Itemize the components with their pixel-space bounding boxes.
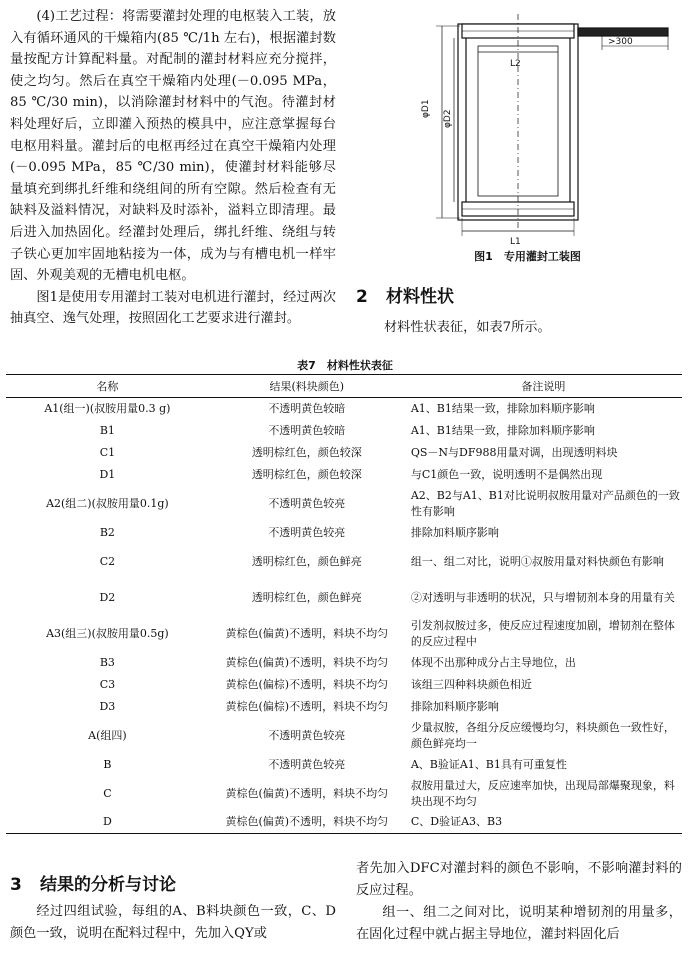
cell-note: 排除加料顺序影响 bbox=[410, 525, 499, 539]
paragraph: 图1是使用专用灌封工装对电机进行灌封，经过两次抽真空、逸气处理，按照固化工艺要求进行灌封。 bbox=[10, 289, 336, 327]
cell-name: D2 bbox=[99, 590, 116, 604]
cell-result: 不透明黄色较亮 bbox=[268, 496, 346, 510]
section-title: 结果的分析与讨论 bbox=[40, 875, 176, 895]
cell-note: QS－N与DF988用量对调，出现透明料块 bbox=[410, 445, 618, 459]
cell-name: D1 bbox=[99, 467, 116, 481]
dim-label-d1: φD1 bbox=[421, 99, 431, 118]
cell-result: 不透明黄色较暗 bbox=[268, 423, 346, 437]
cell-result: 透明棕红色，颜色较深 bbox=[251, 445, 362, 459]
cell-name: B1 bbox=[99, 423, 115, 437]
cell-note: C、D验证A3、B3 bbox=[405, 812, 682, 834]
dim-label-d2: φD2 bbox=[443, 109, 453, 128]
cell-result: 黄棕色(偏黄)不透明，料块不均匀 bbox=[225, 786, 389, 800]
table-row bbox=[6, 580, 682, 616]
right-bottom-column bbox=[356, 858, 682, 946]
table-row bbox=[6, 486, 682, 522]
section-number: 3 bbox=[10, 875, 22, 895]
cell-result: 黄棕色(偏黄)不透明，料块不均匀 bbox=[225, 655, 389, 669]
table-row bbox=[6, 398, 682, 420]
table-row bbox=[6, 776, 682, 812]
cell-note: 引发剂叔胺过多，使反应过程速度加剧，增韧剂在整体的反应过程中 bbox=[410, 618, 675, 648]
cell-result: 不透明黄色较暗 bbox=[268, 401, 346, 415]
cell-note: 该组三四种料块颜色相近 bbox=[410, 677, 532, 691]
cell-name: D bbox=[6, 812, 209, 834]
table-row bbox=[6, 420, 682, 442]
cell-result: 黄棕色(偏黄)不透明，料块不均匀 bbox=[225, 626, 389, 640]
section-title: 材料性状 bbox=[386, 287, 454, 307]
table-row bbox=[6, 616, 682, 652]
cell-name: C bbox=[103, 786, 112, 800]
table-caption: 表7 材料性状表征 bbox=[297, 359, 393, 372]
section-2-heading bbox=[356, 282, 454, 307]
cell-result: 黄棕色(偏棕)不透明，料块不均匀 bbox=[225, 677, 389, 691]
cell-note: ②对透明与非透明的状况，只与增韧剂本身的用量有关 bbox=[410, 590, 675, 604]
dim-label-300: >300 bbox=[608, 37, 633, 47]
table-header: 名称 bbox=[6, 375, 209, 398]
cell-note: A2、B2与A1、B1对比说明叔胺用量对产品颜色的一致性有影响 bbox=[410, 488, 680, 518]
cell-name: B3 bbox=[99, 655, 115, 669]
cell-name: C3 bbox=[99, 677, 116, 691]
table-row bbox=[6, 544, 682, 580]
table-row bbox=[6, 718, 682, 754]
table-row bbox=[6, 522, 682, 544]
cell-result: 透明棕红色，颜色鲜亮 bbox=[251, 590, 362, 604]
cell-result: 不透明黄色较亮 bbox=[268, 525, 346, 539]
cell-name: A1(组一)(叔胺用量0.3 g) bbox=[44, 401, 171, 415]
table-row bbox=[6, 674, 682, 696]
left-column bbox=[10, 6, 336, 330]
cell-name: C1 bbox=[99, 445, 116, 459]
cell-name: A2(组二)(叔胺用量0.1g) bbox=[46, 496, 169, 510]
cell-name: A(组四) bbox=[88, 728, 127, 742]
table-header: 备注说明 bbox=[405, 375, 682, 398]
cell-result: 透明棕红色，颜色鲜亮 bbox=[251, 554, 362, 568]
paragraph: 组一、组二之间对比，说明某种增韧剂的用量多，在固化过程中就占据主导地位，灌封料固化后 bbox=[356, 905, 682, 942]
figure-caption: 图1 专用灌封工装图 bbox=[474, 250, 581, 263]
dim-label-l2: L2 bbox=[510, 59, 521, 69]
dim-label-l1: L1 bbox=[510, 237, 521, 247]
cell-name: B2 bbox=[99, 525, 115, 539]
table-row bbox=[6, 812, 682, 834]
table-row bbox=[6, 696, 682, 718]
section-3-heading bbox=[10, 870, 176, 895]
section-number: 2 bbox=[356, 287, 368, 307]
cell-note: 与C1颜色一致，说明透明不是偶然出现 bbox=[410, 467, 603, 481]
cell-result: 透明棕红色，颜色较深 bbox=[251, 467, 362, 481]
table-row bbox=[6, 754, 682, 776]
cell-result: 黄棕色(偏黄)不透明，料块不均匀 bbox=[209, 812, 405, 834]
figure-1-drawing bbox=[370, 6, 685, 268]
material-table bbox=[6, 374, 682, 834]
section-3-text bbox=[10, 901, 336, 945]
paragraph: 经过四组试验，每组的A、B料块颜色一致，C、D颜色一致，说明在配料过程中，先加入QY或 bbox=[10, 904, 336, 941]
cell-note: 叔胺用量过大，反应速率加快，出现局部爆聚现象，料块出现不均匀 bbox=[410, 778, 675, 808]
cell-name: C2 bbox=[99, 554, 116, 568]
paragraph: (4)工艺过程：将需要灌封处理的电枢装入工装，放入有循环通风的干燥箱内(85 ℃/1h 左右)，根据灌封数量按配方计算配料量。对配制的灌封材料应充分搅拌，使之均匀。然后在真空干燥箱内处理(－0.095 MPa，85 ℃/30 min)，以消除灌封材料中的气泡。待灌封材料处理好后，立即灌入预热的模具中，应注意掌握每台电枢用料量。灌封后的电枢再经过在真空干燥箱内处理(－0.095 MPa，85 ℃/30 min)，使灌封材料能够尽量填充到绑扎纤维和绕组间的所有空隙。然后检查有无缺料及溢料情况，对缺料及时添补，溢料立即清理。最后进入加热固化。经灌封处理后，绑扎纤维、绕组与转子铁心更加牢固地粘接为一体，成为与有槽电机一样牢固、外观美观的无槽电机电枢。 bbox=[10, 9, 336, 284]
cell-note: A1、B1结果一致，排除加料顺序影响 bbox=[410, 423, 595, 437]
cell-result: 黄棕色(偏棕)不透明，料块不均匀 bbox=[225, 699, 389, 713]
table-row bbox=[6, 652, 682, 674]
cell-note: A、B验证A1、B1具有可重复性 bbox=[410, 757, 567, 771]
table-header: 结果(料块颜色) bbox=[209, 375, 405, 398]
cell-name: D3 bbox=[99, 699, 116, 713]
cell-note: 少量叔胺，各组分反应缓慢均匀，料块颜色一致性好，颜色鲜亮均一 bbox=[410, 720, 675, 750]
cell-note: A1、B1结果一致，排除加料顺序影响 bbox=[410, 401, 595, 415]
cell-result: 不透明黄色较亮 bbox=[268, 757, 346, 771]
cell-note: 体现不出那种成分占主导地位，出 bbox=[410, 655, 576, 669]
cell-name: B bbox=[103, 757, 112, 771]
cell-result: 不透明黄色较亮 bbox=[268, 728, 346, 742]
section-2-text: 材料性状表征，如表7所示。 bbox=[384, 320, 551, 335]
paragraph: 者先加入DFC对灌封料的颜色不影响，不影响灌封料的反应过程。 bbox=[356, 861, 682, 898]
cell-note: 组一、组二对比，说明①叔胺用量对料快颜色有影响 bbox=[410, 554, 664, 568]
cell-note: 排除加料顺序影响 bbox=[410, 699, 499, 713]
cell-name: A3(组三)(叔胺用量0.5g) bbox=[46, 626, 169, 640]
table-row bbox=[6, 464, 682, 486]
table-row bbox=[6, 442, 682, 464]
